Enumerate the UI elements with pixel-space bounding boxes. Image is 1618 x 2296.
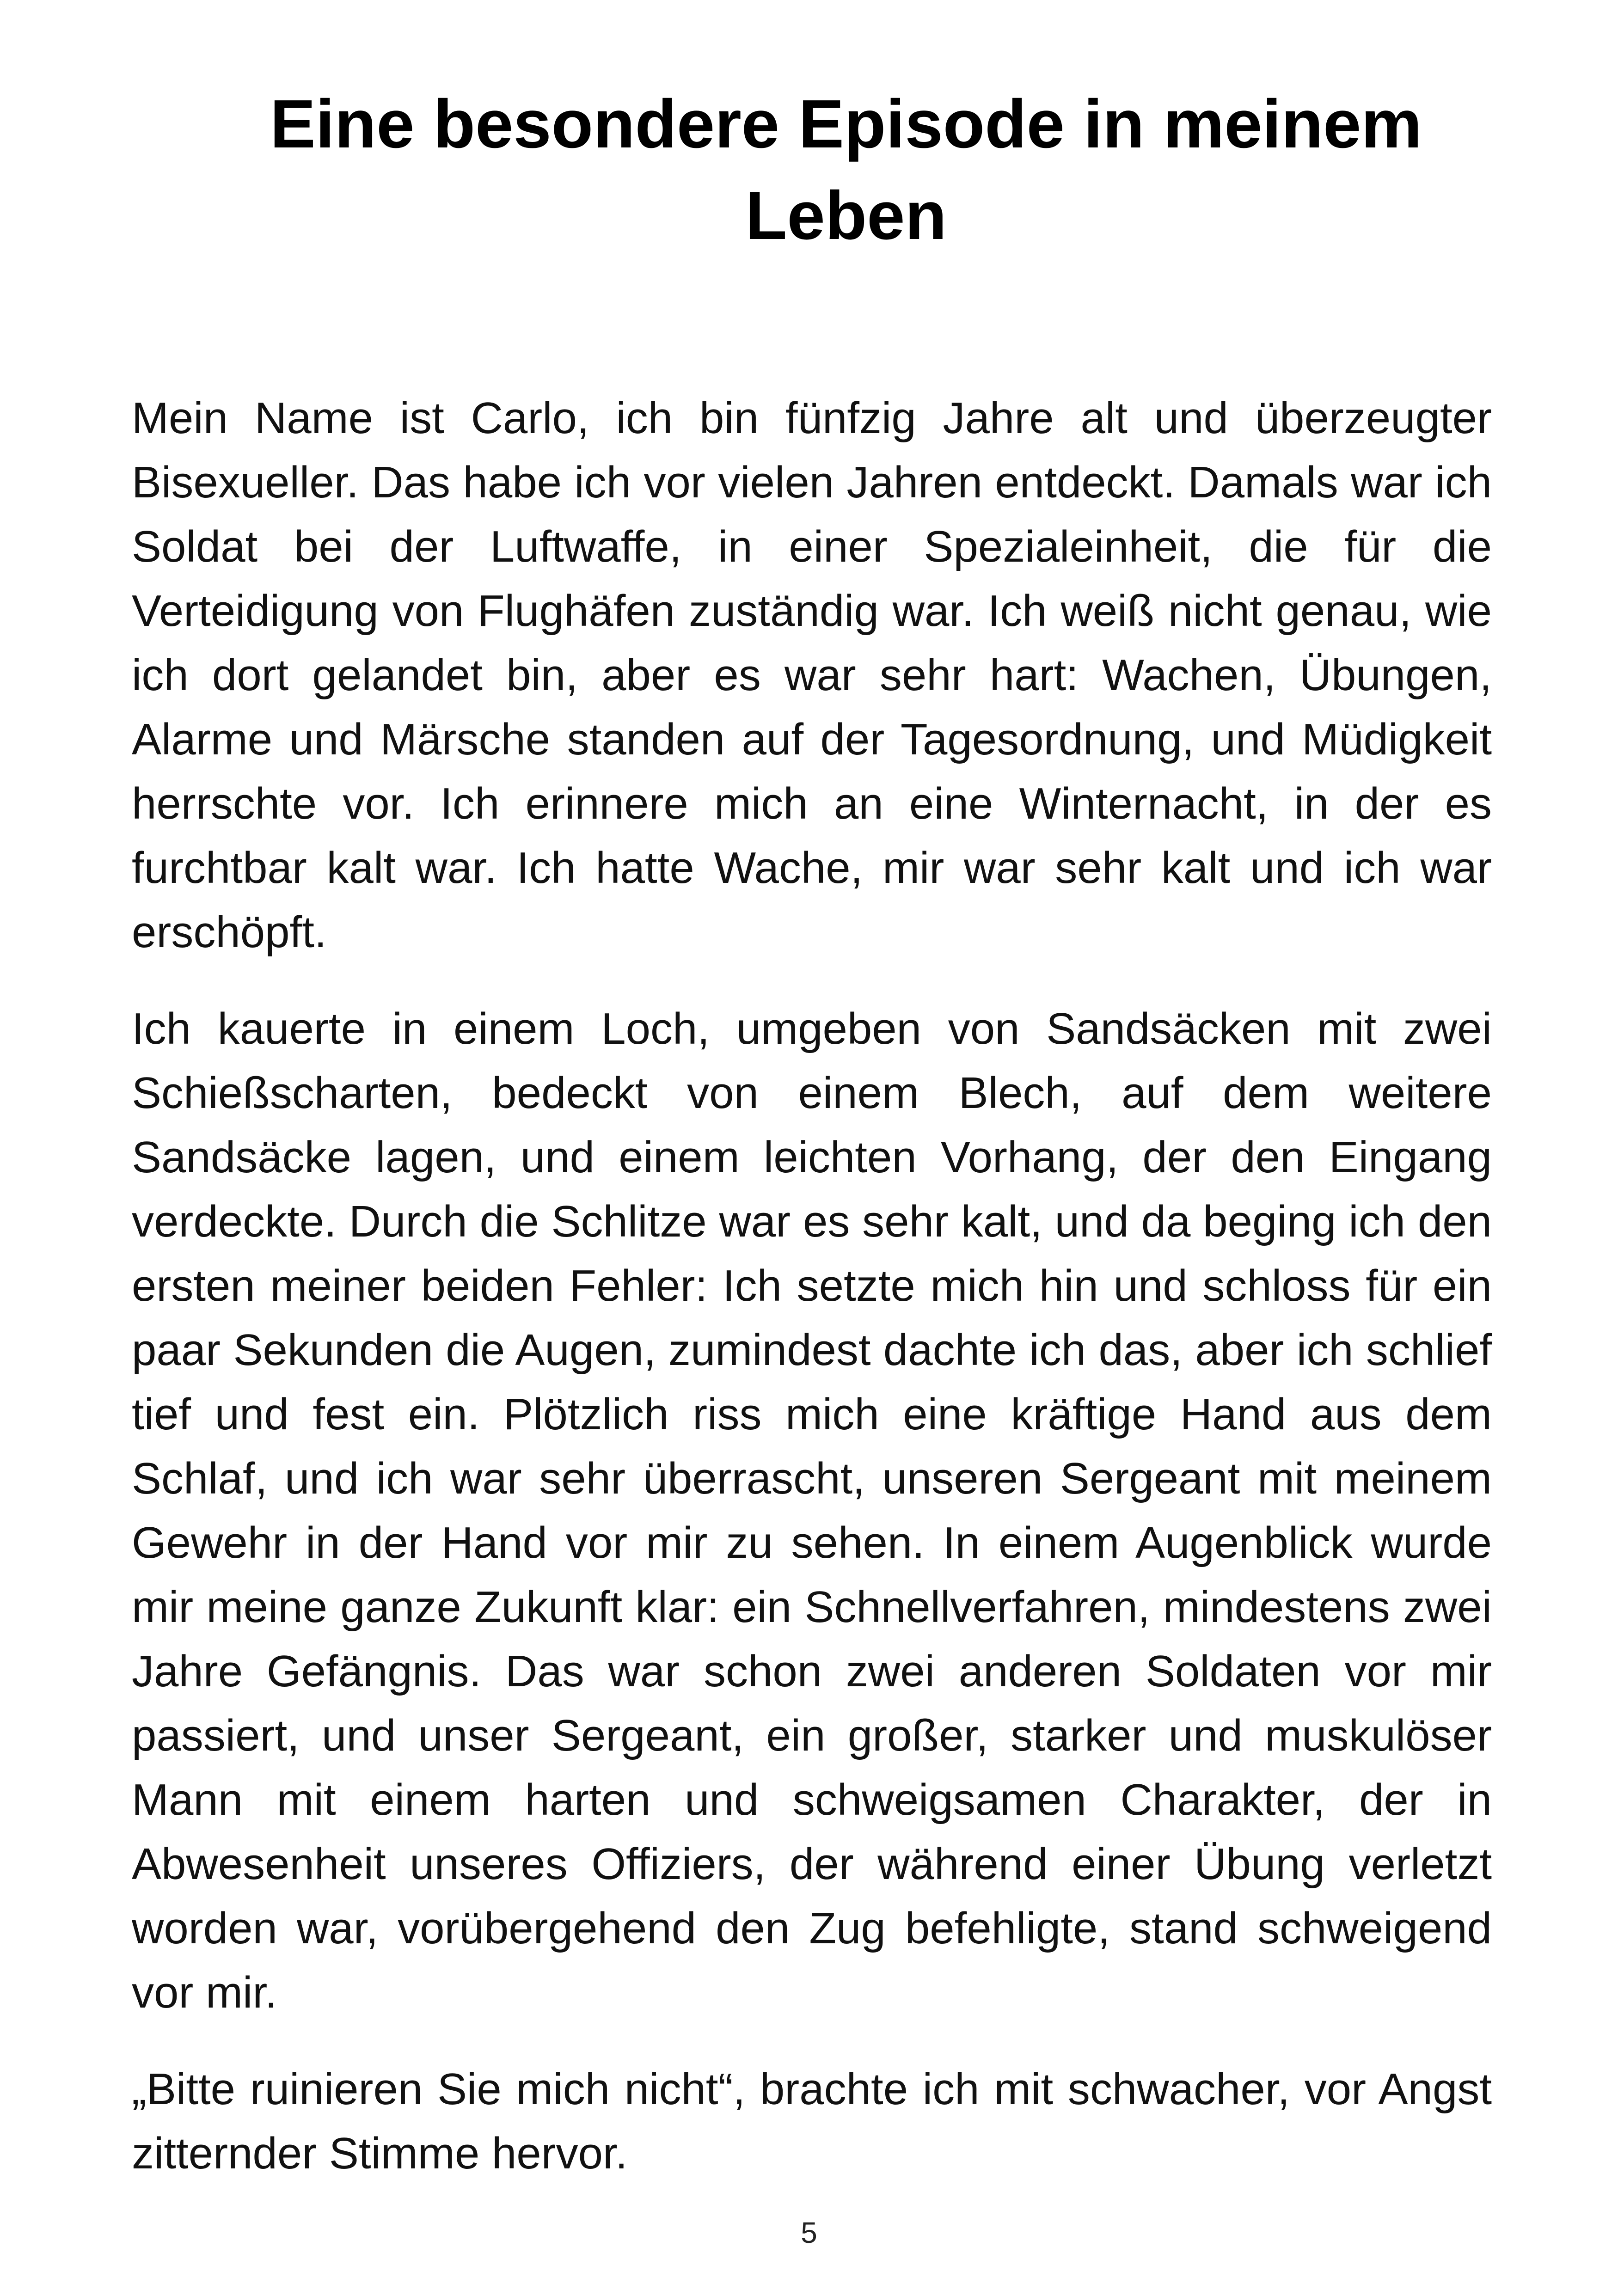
paragraph-2: Ich kauerte in einem Loch, umgeben von Sandsäcken mit zwei Schießscharten, bedeckt von einem Blech, auf dem weitere Sandsäcke lagen, und einem leichten Vorhang, der den Eingang verdeckte. Durch die Schlitze war es sehr kalt, und da beging ich den ersten meiner beiden Fehler: Ich setzte mich hin und schloss für ein paar Sekunden die Augen, zumindest dachte ich das, aber ich schlief tief und fest ein. Plötzlich riss mich eine kräftige Hand aus dem Schlaf, und ich war sehr überrascht, unseren Sergeant mit meinem Gewehr in der Hand vor mir zu sehen. In einem Augenblick wurde mir meine ganze Zukunft klar: ein Schnellverfahren, mindestens zwei Jahre Gefängnis. Das war schon zwei anderen Soldaten vor mir passiert, und unser Sergeant, ein großer, starker und muskulöser Mann mit einem harten und schweigsamen Charakter, der in Abwesenheit unseres Offiziers, der während einer Übung verletzt worden war, vorübergehend den Zug befehligte, stand schweigend vor mir. [132,1004,1492,2017]
page-number: 5 [801,2216,817,2249]
paragraph-1: Mein Name ist Carlo, ich bin fünfzig Jahre alt und überzeugter Bisexueller. Das habe ich vor vielen Jahren entdeckt. Damals war ich Soldat bei der Luftwaffe, in einer Spezialeinheit, die für die Verteidigung von Flughäfen zuständig war. Ich weiß nicht genau, wie ich dort gelandet bin, aber es war sehr hart: Wachen, Übungen, Alarme und Märsche standen auf der Tagesordnung, und Müdigkeit herrschte vor. Ich erinnere mich an eine Winternacht, in der es furchtbar kalt war. Ich hatte Wache, mir war sehr kalt und ich war erschöpft. [132,393,1492,957]
paragraph-3: „Bitte ruinieren Sie mich nicht“, brachte ich mit schwacher, vor Angst zitternder Stimme hervor. [132,2064,1492,2178]
page-title: Eine besondere Episode in meinem Leben [270,86,1422,254]
body-text [132,386,1492,2218]
